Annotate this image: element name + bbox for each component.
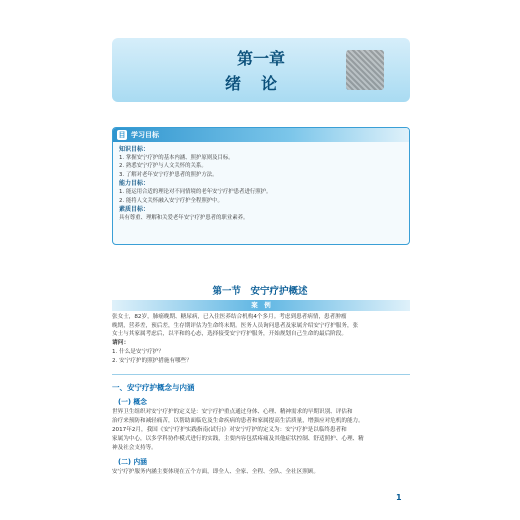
- paragraph-line: 2017年2月，我国《安宁疗护实践指南(试行)》对安宁疗护的定义为：安宁疗护是以临终患者和: [112, 427, 347, 433]
- case-line: 晚期，营养差，预后差，生存期评估为生命终末期。医务人员询问患者及家属介绍安宁疗护服务，张: [112, 322, 359, 329]
- paragraph: [112, 468, 410, 477]
- paragraph: [112, 408, 410, 453]
- case-label: 案 例: [112, 300, 410, 311]
- paragraph-line: 神及社会支持等。: [112, 445, 157, 451]
- paragraph-line: 家属为中心，以多学科协作模式进行的实践，主要内容包括疼痛及其他症状控制、舒适照护、心理、精: [112, 436, 364, 442]
- case-line: 女士与其家属考虑后，以平和的心态，选择接受安宁疗护服务，开始规划自己生命的最后阶段。: [112, 331, 347, 338]
- page-number: 1: [396, 493, 402, 502]
- objective-line: 1. 掌握安宁疗护的基本内涵、照护原则及目标。: [119, 155, 234, 161]
- case-question: 1. 什么是安宁疗护？: [112, 348, 164, 355]
- target-icon: 目: [118, 131, 126, 139]
- section-title: 第一节 安宁疗护概述: [212, 286, 308, 297]
- objective-line: 2. 熟悉安宁疗护与人文关怀的关系。: [119, 163, 207, 170]
- objective-line: 2. 能将人文关怀融入安宁疗护全程照护中。: [119, 197, 223, 204]
- case-line: 张女士，82岁，肺癌晚期、糖尿病，已入住医养结合机构4个多月。考虑到患者病情，患者肿瘤: [112, 314, 347, 320]
- objective-section-title: 知识目标：: [119, 146, 150, 153]
- decorative-brush-icon: [346, 50, 384, 90]
- case-questions-title: 请问：: [112, 339, 130, 346]
- paragraph-line: 安宁疗护服务内涵主要体现在五个方面，即全人、全家、全程、全队、全社区照顾。: [112, 469, 319, 475]
- objective-section-title: 能力目标：: [119, 180, 150, 188]
- objective-line: 3. 了解对老年安宁疗护患者的照护方法。: [119, 171, 218, 178]
- case-question: 2. 安宁疗护的照护措施有哪些？: [112, 357, 192, 364]
- case-text: [112, 313, 410, 366]
- objective-line: 具有尊重、理解和关爱老年安宁疗护患者的职业素养。: [119, 215, 249, 222]
- chapter-number: 第一章: [236, 49, 285, 68]
- objective-line: 1. 能运用合适的理论对不同情境的老年安宁疗护患者进行照护。: [119, 189, 272, 196]
- paragraph-line: 治疗来预防和减轻痛苦，以帮助面临危及生命疾病的患者和家属提高生活质量，增强应对危机的能力。: [112, 418, 364, 424]
- objective-section-title: 素质目标：: [119, 206, 150, 214]
- case-divider: [112, 374, 410, 375]
- heading-level-2: (二) 内涵: [118, 458, 147, 466]
- chapter-title: 绪论: [224, 74, 297, 93]
- heading-level-2: (一) 概念: [118, 398, 147, 406]
- chapter-banner: [112, 38, 410, 102]
- paragraph-line: 世界卫生组织对安宁疗护的定义是：安宁疗护重点通过身体、心理、精神需求的早期识别、评估和: [112, 409, 353, 415]
- objectives-header: [113, 128, 409, 142]
- heading-level-1: 一、安宁疗护概念与内涵: [112, 383, 195, 392]
- learning-objectives-box: [112, 127, 410, 245]
- objectives-title: 学习目标: [131, 131, 159, 139]
